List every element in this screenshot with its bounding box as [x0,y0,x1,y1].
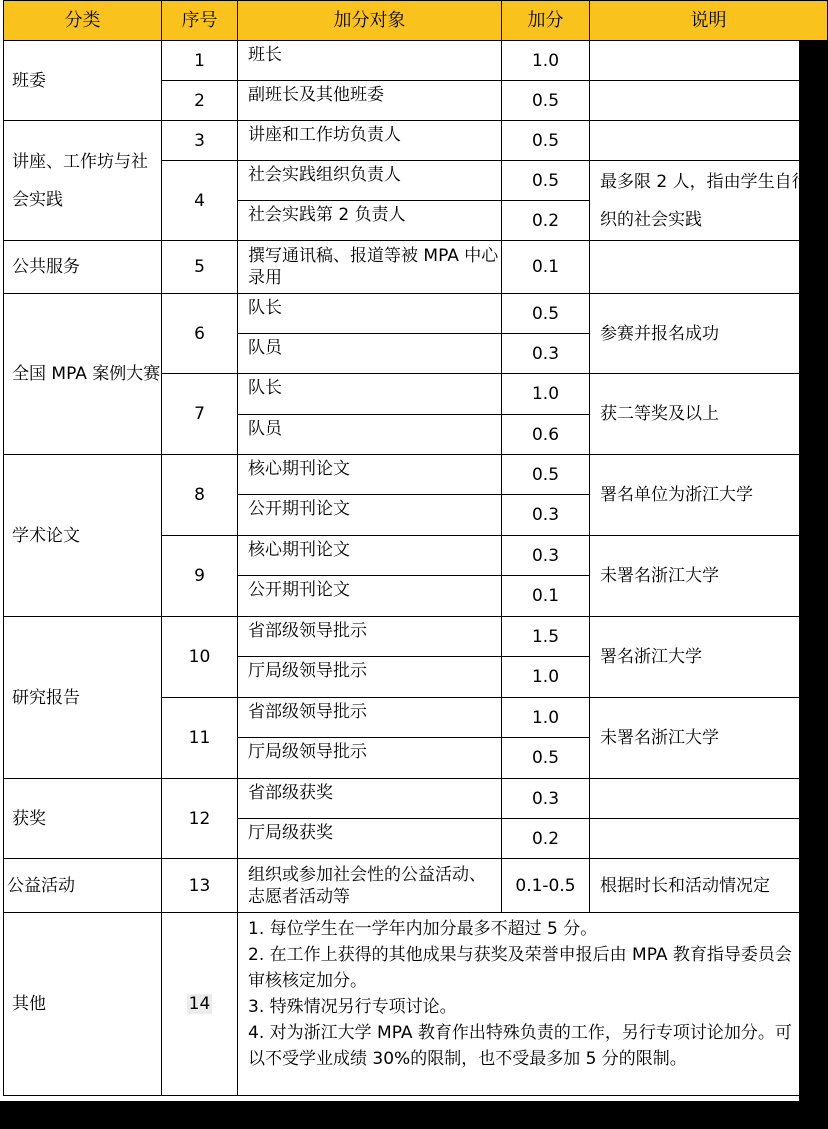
note-line: 1. 每位学生在一学年内加分最多不超过 5 分。 [248,919,598,939]
number-text: 14 [188,994,211,1014]
note-cell [590,819,828,859]
points-cell: 0.2 [502,201,590,241]
category-cell: 公益活动 [4,859,162,913]
number-cell: 11 [162,698,238,779]
points-cell: 0.3 [502,334,590,374]
category-cell: 公共服务 [4,241,162,294]
category-cell: 其他 [4,913,162,1096]
object-cell: 队长 [238,294,502,334]
points-cell: 0.3 [502,779,590,819]
note-cell: 获二等奖及以上 [590,374,828,455]
points-cell: 1.0 [502,698,590,738]
object-cell: 队员 [238,334,502,374]
points-cell: 1.5 [502,617,590,657]
note-cell: 署名浙江大学 [590,617,828,698]
object-cell: 撰写通讯稿、报道等被 MPA 中心录用 [238,241,502,294]
points-cell: 0.5 [502,738,590,779]
table-header-row [4,1,828,41]
object-cell: 社会实践第 2 负责人 [238,201,502,241]
note-cell [590,779,828,819]
object-cell: 公开期刊论文 [238,576,502,617]
category-cell: 研究报告 [4,617,162,779]
category-cell: 学术论文 [4,455,162,617]
table-row [4,617,828,657]
note-cell: 参赛并报名成功 [590,294,828,374]
number-cell: 2 [162,81,238,121]
table-row [4,455,828,495]
object-cell: 队员 [238,415,502,455]
object-cell: 组织或参加社会性的公益活动、志愿者活动等 [238,859,502,913]
note-cell [590,241,828,294]
points-cell: 0.5 [502,294,590,334]
object-cell: 省部级领导批示 [238,617,502,657]
object-cell: 讲座和工作坊负责人 [238,121,502,161]
category-cell: 讲座、工作坊与社会实践 [4,121,162,241]
table-row [4,294,828,334]
category-cell: 全国 MPA 案例大赛 [4,294,162,455]
object-cell: 班长 [238,41,502,81]
note-line: 4. 对为浙江大学 MPA 教育作出特殊负责的工作，另行专项讨论加分。可以不受学业成绩 30%的限制，也不受最多加 5 分的限制。 [248,1023,792,1069]
object-cell: 队长 [238,374,502,415]
note-cell: 根据时长和活动情况定 [590,859,828,913]
object-cell: 厅局级领导批示 [238,738,502,779]
header-note: 说明 [590,1,828,41]
note-cell: 未署名浙江大学 [590,536,828,617]
points-cell: 0.5 [502,455,590,495]
points-cell: 0.1-0.5 [502,859,590,913]
note-line: 2. 在工作上获得的其他成果与获奖及荣誉申报后由 MPA 教育指导委员会审核核定加分。 [248,945,792,991]
object-cell: 厅局级获奖 [238,819,502,859]
points-cell: 0.5 [502,121,590,161]
object-cell: 社会实践组织负责人 [238,161,502,201]
points-cell: 0.3 [502,495,590,536]
table-row [4,779,828,819]
number-cell: 12 [162,779,238,859]
bonus-points-table [3,0,828,1096]
note-line: 3. 特殊情况另行专项讨论。 [248,997,457,1017]
note-cell [590,41,828,81]
table-row [4,859,828,913]
points-cell: 0.5 [502,161,590,201]
number-cell [162,913,238,1096]
number-cell: 7 [162,374,238,455]
table-row [4,121,828,161]
number-cell: 10 [162,617,238,698]
object-cell: 核心期刊论文 [238,455,502,495]
points-cell: 0.5 [502,81,590,121]
other-notes [238,913,828,1096]
category-cell: 获奖 [4,779,162,859]
object-cell: 核心期刊论文 [238,536,502,576]
number-cell: 5 [162,241,238,294]
header-points: 加分 [502,1,590,41]
header-object: 加分对象 [238,1,502,41]
object-cell: 副班长及其他班委 [238,81,502,121]
table-row [4,913,828,1096]
points-cell: 1.0 [502,374,590,415]
object-cell: 公开期刊论文 [238,495,502,536]
note-cell: 署名单位为浙江大学 [590,455,828,536]
number-cell: 6 [162,294,238,374]
note-cell [590,121,828,161]
object-cell: 省部级领导批示 [238,698,502,738]
points-cell: 0.1 [502,241,590,294]
object-cell: 厅局级领导批示 [238,657,502,698]
number-cell: 8 [162,455,238,536]
points-cell: 0.3 [502,536,590,576]
points-cell: 0.6 [502,415,590,455]
number-cell: 9 [162,536,238,617]
points-cell: 0.2 [502,819,590,859]
note-cell: 未署名浙江大学 [590,698,828,779]
points-cell: 0.1 [502,576,590,617]
number-cell: 1 [162,41,238,81]
note-cell [590,81,828,121]
points-cell: 1.0 [502,657,590,698]
points-cell: 1.0 [502,41,590,81]
number-cell: 4 [162,161,238,241]
header-number: 序号 [162,1,238,41]
number-cell: 3 [162,121,238,161]
header-category: 分类 [4,1,162,41]
number-cell: 13 [162,859,238,913]
table-row [4,241,828,294]
note-cell: 最多限 2 人，指由学生自行组织的社会实践 [590,161,828,241]
category-cell: 班委 [4,41,162,121]
object-cell: 省部级获奖 [238,779,502,819]
table-row [4,41,828,81]
